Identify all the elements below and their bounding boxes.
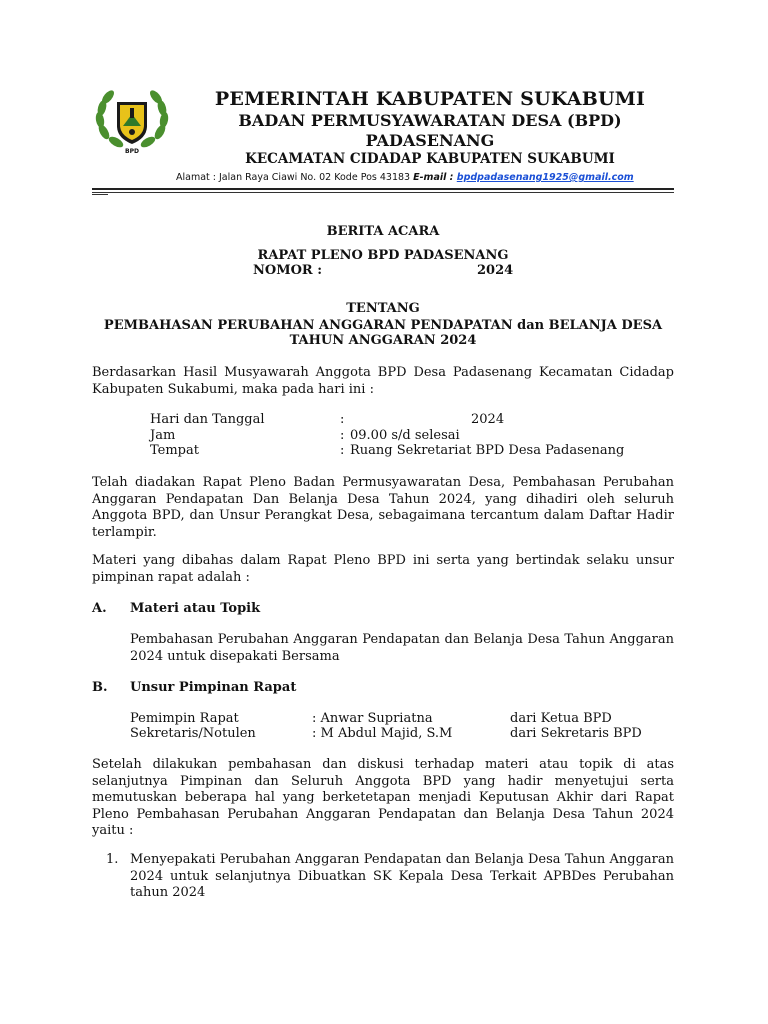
letterhead-line-2: BADAN PERMUSYAWARATAN DESA (BPD)	[238, 111, 622, 130]
letterhead-address	[176, 172, 736, 183]
letterhead-rule-thin	[92, 192, 674, 193]
section-a-letter: A.	[92, 601, 107, 616]
materi-paragraph: Materi yang dibahas dalam Rapat Pleno BPD ini serta yang bertindak selaku unsur pimpinan rapat adalah :	[92, 553, 674, 585]
address-text: Alamat : Jalan Raya Ciawi No. 02 Kode Pos 43183	[176, 172, 414, 183]
letterhead-rule-stub	[92, 194, 108, 195]
letterhead-rule-thick	[92, 188, 674, 190]
number-year: 2024	[477, 263, 514, 278]
intro-paragraph: Berdasarkan Hasil Musyawarah Anggota BPD Desa Padasenang Kecamatan Cidadap Kabupaten Sukabumi, maka pada hari ini :	[92, 365, 674, 397]
subject-line-1: PEMBAHASAN PERUBAHAN ANGGARAN PENDAPATAN dan BELANJA DESA	[103, 318, 663, 333]
meeting-title: RAPAT PLENO BPD PADASENANG	[257, 248, 509, 263]
doc-type-title: BERITA ACARA	[326, 224, 440, 239]
decision-paragraph: Setelah dilakukan pembahasan dan diskusi terhadap materi atau topik di atas selanjutnya Pimpinan dan Seluruh Anggota BPD yang hadir menyetujui serta memutuskan beberapa hal yang berketetapan menjadi Keputusan Akhir dari Rapat Pleno Pembahasan Perubahan Anggaran Pendapatan dan Belanja Desa Tahun 2024 yaitu :	[92, 757, 674, 838]
section-b-letter: B.	[92, 680, 108, 695]
schedule-date-value: 2024	[471, 412, 505, 427]
secretary-role: Sekretaris/Notulen	[130, 726, 256, 741]
leader-role: Pemimpin Rapat	[130, 711, 239, 726]
secretary-name: : M Abdul Majid, S.M	[312, 726, 453, 741]
section-a-heading: Materi atau Topik	[130, 601, 261, 616]
email-link[interactable]: bpdpadasenang1925@gmail.com	[456, 172, 634, 183]
held-paragraph: Telah diadakan Rapat Pleno Badan Permusyawaratan Desa, Pembahasan Perubahan Anggaran Pendapatan Dan Belanja Desa Tahun 2024, yang dihadiri oleh seluruh Anggota BPD, dan Unsur Perangkat Desa, sebagaimana tercantum dalam Daftar Hadir terlampir.	[92, 475, 674, 540]
schedule-date-sep: :	[340, 412, 345, 427]
section-a-text: Pembahasan Perubahan Anggaran Pendapatan dan Belanja Desa Tahun Anggaran 2024 untuk disepakati Bersama	[130, 632, 674, 664]
letterhead-line-4: KECAMATAN CIDADAP KABUPATEN SUKABUMI	[245, 151, 615, 167]
letterhead-line-1: PEMERINTAH KABUPATEN SUKABUMI	[214, 88, 646, 110]
number-label: NOMOR :	[253, 263, 323, 278]
email-label: E-mail :	[413, 172, 457, 183]
schedule-time-value: 09.00 s/d selesai	[350, 428, 460, 443]
leader-from: dari Ketua BPD	[510, 711, 612, 726]
logo-caption: BPD	[125, 148, 139, 155]
schedule-place-sep: :	[340, 443, 345, 458]
subject-line-2: TAHUN ANGGARAN 2024	[289, 333, 477, 348]
schedule-time-sep: :	[340, 428, 345, 443]
schedule-place-value: Ruang Sekretariat BPD Desa Padasenang	[350, 443, 625, 458]
decision-text: Menyepakati Perubahan Anggaran Pendapatan dan Belanja Desa Tahun Anggaran 2024 untuk selanjutnya Dibuatkan SK Kepala Desa Terkait APBDes Perubahan tahun 2024	[130, 852, 674, 900]
schedule-date-label: Hari dan Tanggal	[150, 412, 265, 427]
section-b-heading: Unsur Pimpinan Rapat	[130, 680, 297, 695]
leader-name: : Anwar Supriatna	[312, 711, 433, 726]
schedule-place-label: Tempat	[150, 443, 199, 458]
about-heading: TENTANG	[346, 301, 420, 316]
letterhead-line-3: PADASENANG	[365, 131, 495, 150]
decision-number: 1.	[106, 852, 119, 867]
secretary-from: dari Sekretaris BPD	[510, 726, 642, 741]
schedule-time-label: Jam	[150, 428, 176, 443]
